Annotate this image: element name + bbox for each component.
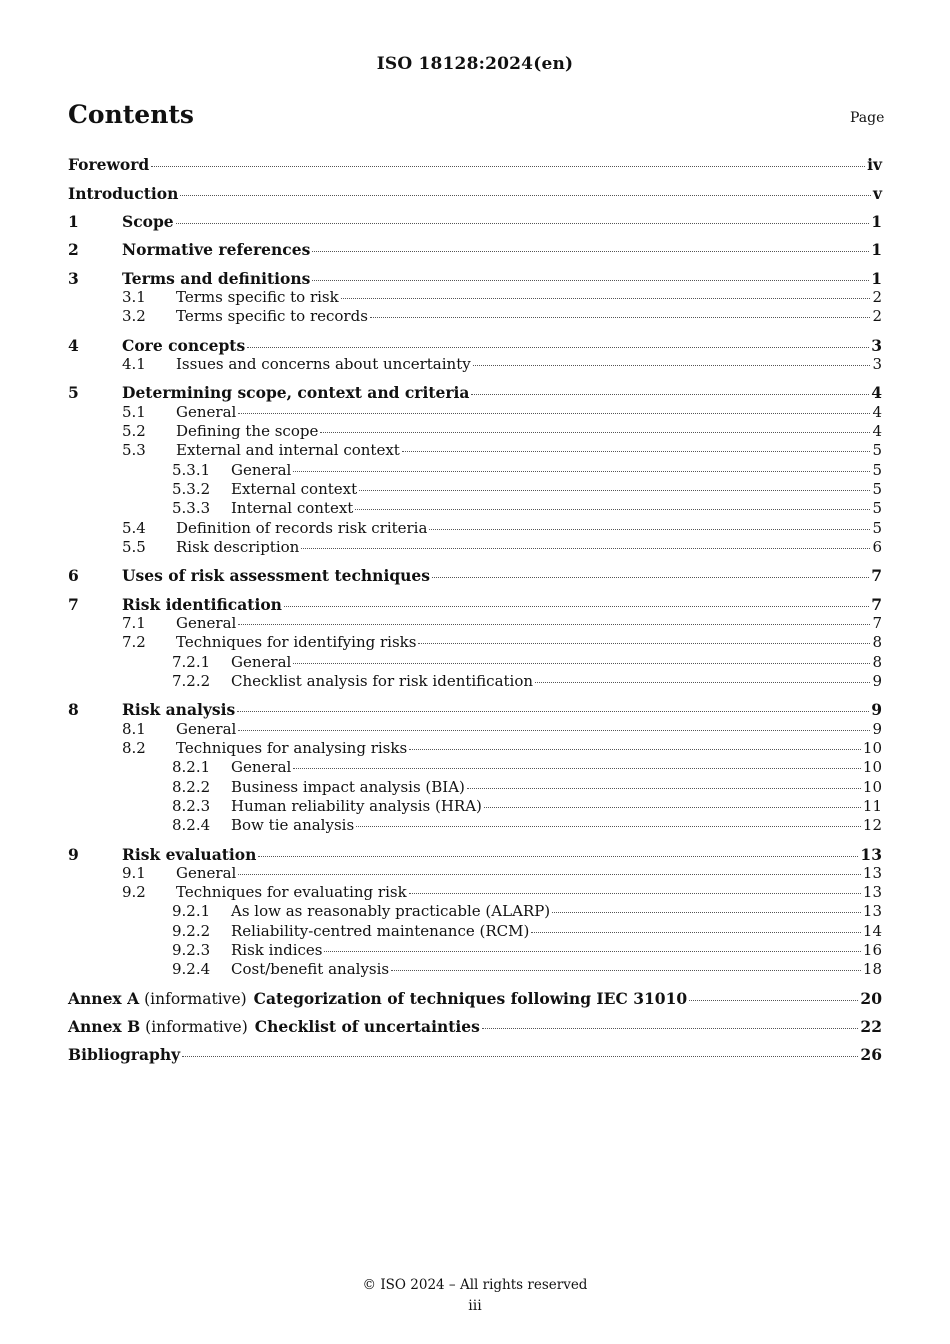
toc-dot-leader (151, 165, 865, 167)
toc-entry[interactable] (68, 960, 882, 979)
page-column-label: Page (850, 110, 885, 126)
toc-entry[interactable] (68, 739, 882, 758)
toc-entry-title: Risk indices (231, 941, 323, 959)
toc-entry[interactable] (68, 499, 882, 518)
toc-entry-page: 8 (872, 633, 882, 651)
toc-entry[interactable] (68, 672, 882, 691)
toc-entry-number: 8.2.2 (172, 778, 211, 796)
toc-entry-page: 10 (862, 778, 882, 796)
toc-dot-leader (552, 911, 861, 913)
toc-dot-leader (418, 642, 870, 644)
toc-annex-label: Annex A (68, 989, 140, 1008)
toc-entry-number: 8 (68, 700, 79, 719)
toc-entry-title: General (176, 864, 237, 882)
toc-entry[interactable] (68, 355, 882, 374)
toc-entry-number: 9.2 (122, 883, 146, 901)
toc-entry[interactable] (68, 845, 882, 864)
toc-entry-title: Terms and definitions (122, 269, 311, 288)
toc-entry-page: 4 (871, 383, 882, 402)
toc-entry-number: 5.3 (122, 441, 146, 459)
toc-dot-leader (402, 450, 871, 452)
toc-entry-title: Foreword (68, 155, 150, 174)
toc-entry-number: 9 (68, 845, 79, 864)
toc-entry-number: 5.1 (122, 403, 146, 421)
toc-entry-page: 9 (871, 700, 882, 719)
toc-entry-title: Risk evaluation (122, 845, 257, 864)
toc-dot-leader (689, 999, 858, 1001)
document-id-header: ISO 18128:2024(en) (376, 54, 574, 74)
toc-entry-title: Techniques for evaluating risk (176, 883, 407, 901)
toc-dot-leader (180, 194, 871, 196)
toc-entry-title: Checklist analysis for risk identification (231, 672, 534, 690)
toc-entry[interactable] (68, 902, 882, 921)
toc-entry-page: 5 (872, 499, 882, 517)
toc-entry-number: 7.2 (122, 633, 146, 651)
toc-entry-number: 5.3.1 (172, 461, 211, 479)
toc-entry-page: 4 (872, 403, 882, 421)
toc-entry-title: Bow tie analysis (231, 816, 355, 834)
toc-entry[interactable] (68, 922, 882, 941)
toc-dot-leader (341, 297, 871, 299)
toc-dot-leader (293, 767, 861, 769)
toc-entry-title: Determining scope, context and criteria (122, 383, 470, 402)
toc-entry-number: 9.2.2 (172, 922, 211, 940)
toc-entry[interactable] (68, 1017, 882, 1036)
toc-entry-number: 5 (68, 383, 79, 402)
toc-entry-page: 10 (862, 758, 882, 776)
toc-entry-number: 9.2.1 (172, 902, 211, 920)
page-number: iii (468, 1298, 482, 1314)
toc-entry-number: 3.1 (122, 288, 146, 306)
toc-entry[interactable] (68, 720, 882, 739)
toc-entry-page: 9 (872, 720, 882, 738)
toc-entry-page: v (872, 184, 882, 203)
toc-entry[interactable] (68, 383, 882, 402)
toc-entry-page: 2 (872, 288, 882, 306)
toc-dot-leader (473, 364, 871, 366)
toc-entry[interactable] (68, 778, 882, 797)
toc-entry-number: 8.2.3 (172, 797, 211, 815)
toc-dot-leader (355, 508, 870, 510)
toc-entry[interactable] (68, 864, 882, 883)
toc-entry-title: General (231, 461, 292, 479)
toc-dot-leader (284, 605, 869, 607)
toc-entry-title: Defining the scope (176, 422, 319, 440)
toc-entry[interactable] (68, 307, 882, 326)
toc-entry-page: 9 (872, 672, 882, 690)
toc-entry[interactable] (68, 633, 882, 652)
toc-entry[interactable] (68, 461, 882, 480)
toc-entry[interactable] (68, 422, 882, 441)
toc-entry-number: 7.2.1 (172, 653, 211, 671)
toc-entry-number: 5.3.2 (172, 480, 211, 498)
toc-entry-page: 13 (862, 902, 882, 920)
toc-entry[interactable] (68, 480, 882, 499)
toc-entry-page: 26 (860, 1045, 882, 1064)
toc-entry-page: 10 (862, 739, 882, 757)
toc-entry-number: 8.2.1 (172, 758, 211, 776)
toc-dot-leader (432, 576, 869, 578)
toc-entry[interactable] (68, 240, 882, 259)
toc-entry-page: 16 (862, 941, 882, 959)
toc-dot-leader (429, 528, 870, 530)
toc-entry-number: 8.2 (122, 739, 146, 757)
toc-dot-leader (293, 662, 870, 664)
toc-entry[interactable] (68, 595, 882, 614)
toc-dot-leader (409, 892, 861, 894)
toc-entry-title: Issues and concerns about uncertainty (176, 355, 471, 373)
toc-entry[interactable] (68, 941, 882, 960)
toc-dot-leader (531, 931, 861, 933)
toc-dot-leader (238, 729, 870, 731)
toc-entry[interactable] (68, 883, 882, 902)
toc-entry-title: Risk description (176, 538, 300, 556)
toc-entry-title: General (176, 614, 237, 632)
toc-dot-leader (238, 412, 870, 414)
toc-entry-title: Reliability-centred maintenance (RCM) (231, 922, 530, 940)
toc-entry-page: 1 (871, 269, 882, 288)
toc-dot-leader (409, 748, 861, 750)
toc-entry[interactable] (68, 441, 882, 460)
toc-entry-number: 3 (68, 269, 79, 288)
toc-entry-page: 5 (872, 480, 882, 498)
toc-dot-leader (258, 855, 858, 857)
toc-entry-page: 2 (872, 307, 882, 325)
toc-entry-title: Scope (122, 212, 174, 231)
toc-entry[interactable] (68, 653, 882, 672)
toc-entry-number: 5.5 (122, 538, 146, 556)
toc-entry-number: 7 (68, 595, 79, 614)
toc-entry-number: 9.1 (122, 864, 146, 882)
toc-dot-leader (370, 316, 871, 318)
toc-entry-number: 2 (68, 240, 79, 259)
toc-entry-title: General (176, 403, 237, 421)
toc-dot-leader (356, 825, 861, 827)
toc-entry-title: Definition of records risk criteria (176, 519, 428, 537)
toc-entry-number: 5.3.3 (172, 499, 211, 517)
toc-entry-page: 14 (862, 922, 882, 940)
toc-entry-title: Categorization of techniques following IEC 31010 (253, 989, 688, 1008)
toc-entry-page: 7 (871, 595, 882, 614)
toc-entry[interactable] (68, 758, 882, 777)
toc-entry-page: 11 (862, 797, 882, 815)
toc-entry-page: 20 (860, 989, 882, 1008)
toc-dot-leader (359, 489, 870, 491)
toc-entry-number: 5.2 (122, 422, 146, 440)
toc-dot-leader (237, 710, 869, 712)
toc-entry[interactable] (68, 989, 882, 1008)
toc-entry-number: 4.1 (122, 355, 146, 373)
toc-entry-page: 5 (872, 519, 882, 537)
toc-entry-number: 9.2.4 (172, 960, 211, 978)
toc-dot-leader (312, 279, 869, 281)
toc-entry[interactable] (68, 288, 882, 307)
toc-dot-leader (247, 346, 869, 348)
toc-entry[interactable] (68, 1045, 882, 1064)
toc-entry[interactable] (68, 797, 882, 816)
toc-entry-page: iv (867, 155, 882, 174)
toc-dot-leader (482, 1027, 859, 1029)
toc-entry-title: Risk identification (122, 595, 282, 614)
contents-title: Contents (68, 100, 195, 129)
toc-entry-page: 12 (862, 816, 882, 834)
toc-entry-title: External and internal context (176, 441, 400, 459)
toc-entry-page: 22 (860, 1017, 882, 1036)
toc-entry-page: 3 (872, 355, 882, 373)
toc-entry-title: Terms specific to records (176, 307, 368, 325)
toc-dot-leader (320, 431, 870, 433)
toc-entry[interactable] (68, 212, 882, 231)
toc-entry-title: Uses of risk assessment techniques (122, 566, 431, 585)
toc-entry-page: 18 (862, 960, 882, 978)
toc-entry-number: 1 (68, 212, 79, 231)
toc-entry[interactable] (68, 816, 882, 835)
toc-entry-number: 8.2.4 (172, 816, 211, 834)
toc-entry-page: 13 (862, 883, 882, 901)
toc-annex-label: Annex B (68, 1017, 141, 1036)
toc-entry-page: 1 (871, 212, 882, 231)
toc-entry[interactable] (68, 184, 882, 203)
toc-entry-title: Introduction (68, 184, 179, 203)
toc-entry-number: 7.2.2 (172, 672, 211, 690)
toc-dot-leader (467, 787, 861, 789)
toc-entry-number: 8.1 (122, 720, 146, 738)
toc-entry-page: 6 (872, 538, 882, 556)
toc-entry[interactable] (68, 700, 882, 719)
toc-dot-leader (182, 1055, 858, 1057)
toc-entry-number: 7.1 (122, 614, 146, 632)
toc-entry-number: 9.2.3 (172, 941, 211, 959)
toc-dot-leader (324, 950, 860, 952)
toc-entry-title: Internal context (231, 499, 354, 517)
toc-annex-informative: (informative) (144, 990, 247, 1008)
toc-entry[interactable] (68, 519, 882, 538)
toc-entry-title: Terms specific to risk (176, 288, 339, 306)
toc-entry[interactable] (68, 155, 882, 174)
toc-dot-leader (238, 623, 870, 625)
toc-entry-title: Cost/benefit analysis (231, 960, 390, 978)
toc-dot-leader (301, 547, 870, 549)
toc-entry[interactable] (68, 269, 882, 288)
toc-dot-leader (535, 681, 870, 683)
toc-entry-title: Risk analysis (122, 700, 236, 719)
toc-dot-leader (293, 470, 870, 472)
copyright-footer: © ISO 2024 – All rights reserved (362, 1277, 588, 1293)
toc-entry[interactable] (68, 336, 882, 355)
toc-dot-leader (391, 969, 861, 971)
toc-dot-leader (238, 873, 861, 875)
toc-entry-title: Bibliography (68, 1045, 181, 1064)
toc-dot-leader (471, 393, 869, 395)
toc-entry-page: 13 (862, 864, 882, 882)
toc-dot-leader (484, 806, 861, 808)
toc-entry-number: 5.4 (122, 519, 146, 537)
toc-entry[interactable] (68, 538, 882, 557)
toc-entry-page: 4 (872, 422, 882, 440)
toc-dot-leader (312, 250, 869, 252)
toc-annex-informative: (informative) (145, 1018, 248, 1036)
toc-entry-page: 7 (871, 566, 882, 585)
toc-dot-leader (176, 222, 870, 224)
toc-entry-title: Human reliability analysis (HRA) (231, 797, 482, 815)
toc-entry-page: 1 (871, 240, 882, 259)
toc-entry-page: 5 (872, 461, 882, 479)
toc-entry[interactable] (68, 614, 882, 633)
toc-entry[interactable] (68, 403, 882, 422)
toc-entry-page: 7 (872, 614, 882, 632)
toc-entry-number: 4 (68, 336, 79, 355)
toc-entry-page: 13 (860, 845, 882, 864)
toc-entry-title: General (231, 653, 292, 671)
toc-entry-page: 5 (872, 441, 882, 459)
toc-entry-title: Business impact analysis (BIA) (231, 778, 465, 796)
toc-entry-title: Techniques for identifying risks (176, 633, 417, 651)
toc-entry-title: External context (231, 480, 358, 498)
toc-entry-title: General (176, 720, 237, 738)
toc-entry-page: 8 (872, 653, 882, 671)
toc-entry-number: 3.2 (122, 307, 146, 325)
toc-entry-title: General (231, 758, 292, 776)
toc-entry-title: Normative references (122, 240, 311, 259)
toc-entry-number: 6 (68, 566, 79, 585)
toc-entry-title: Techniques for analysing risks (176, 739, 408, 757)
toc-entry-title: Checklist of uncertainties (254, 1017, 480, 1036)
toc-entry-title: Core concepts (122, 336, 246, 355)
toc-entry-page: 3 (871, 336, 882, 355)
toc-entry[interactable] (68, 566, 882, 585)
toc-entry-title: As low as reasonably practicable (ALARP) (231, 902, 551, 920)
